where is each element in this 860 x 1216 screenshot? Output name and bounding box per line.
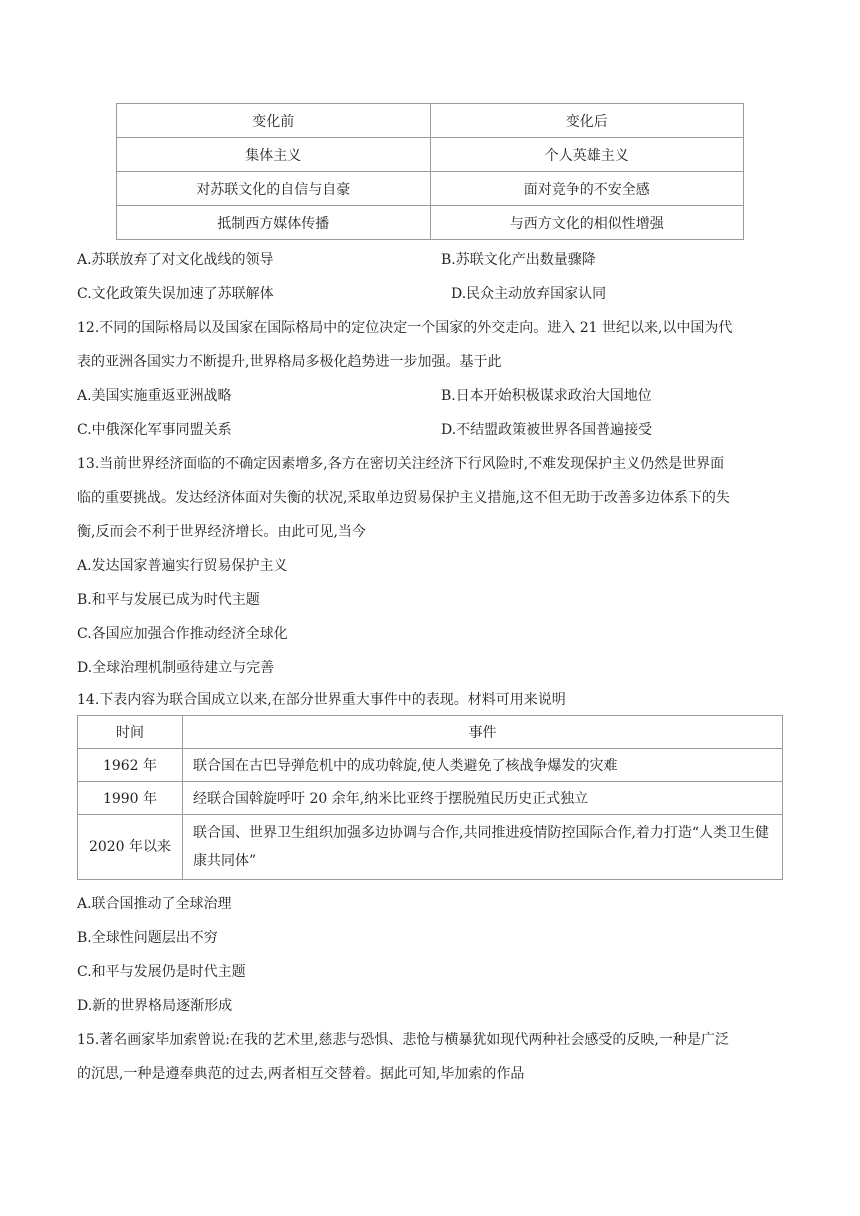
table-header-cell: 变化前 <box>117 104 431 138</box>
table-header-cell: 变化后 <box>430 104 744 138</box>
q14-stem: 14.下表内容为联合国成立以来,在部分世界重大事件中的表现。材料可用来说明 <box>77 692 566 708</box>
q12-option-d: D.不结盟政策被世界各国普遍接受 <box>441 422 653 438</box>
table-cell: 集体主义 <box>117 138 431 172</box>
q12-option-a: A.美国实施重返亚洲战略 <box>77 388 232 404</box>
q13-stem-line: 衡,反而会不利于世界经济增长。由此可见,当今 <box>77 524 366 540</box>
table-header-row <box>78 716 783 749</box>
q14-option-c: C.和平与发展仍是时代主题 <box>77 964 246 980</box>
table-row <box>78 749 783 782</box>
q14-option-a: A.联合国推动了全球治理 <box>77 896 232 912</box>
q12-option-c: C.中俄深化军事同盟关系 <box>77 422 232 438</box>
table-row <box>117 206 744 240</box>
table-header-row <box>117 104 744 138</box>
table-cell: 与西方文化的相似性增强 <box>430 206 744 240</box>
q13-option-d: D.全球治理机制亟待建立与完善 <box>77 660 275 676</box>
table-cell-time: 2020 年以来 <box>78 815 183 880</box>
table-header-cell: 时间 <box>78 716 183 749</box>
table-row <box>78 815 783 880</box>
table-row <box>78 782 783 815</box>
q14-option-d: D.新的世界格局逐渐形成 <box>77 998 233 1014</box>
q14-option-b: B.全球性问题层出不穷 <box>77 930 218 946</box>
q11-option-b: B.苏联文化产出数量骤降 <box>441 252 596 268</box>
table-header-cell: 事件 <box>183 716 783 749</box>
q11-option-d: D.民众主动放弃国家认同 <box>451 286 607 302</box>
q12-stem-line: 12.不同的国际格局以及国家在国际格局中的定位决定一个国家的外交走向。进入 21 世纪以来,以中国为代 <box>77 320 733 336</box>
table-cell: 对苏联文化的自信与自豪 <box>117 172 431 206</box>
table-row <box>117 172 744 206</box>
q13-option-a: A.发达国家普遍实行贸易保护主义 <box>77 558 288 574</box>
q11-option-a: A.苏联放弃了对文化战线的领导 <box>77 252 274 268</box>
table-cell-event: 经联合国斡旋呼吁 20 余年,纳米比亚终于摆脱殖民历史正式独立 <box>183 782 783 815</box>
q12-option-b: B.日本开始积极谋求政治大国地位 <box>441 388 652 404</box>
q13-stem-line: 13.当前世界经济面临的不确定因素增多,各方在密切关注经济下行风险时,不难发现保护主义仍然是世界面 <box>77 456 725 472</box>
table-cell-event: 联合国、世界卫生组织加强多边协调与合作,共同推进疫情防控国际合作,着力打造“人类卫生健康共同体” <box>183 815 783 880</box>
q15-stem-line: 的沉思,一种是遵奉典范的过去,两者相互交替着。据此可知,毕加索的作品 <box>77 1066 525 1082</box>
q15-stem-line: 15.著名画家毕加索曾说:在我的艺术里,慈悲与恐惧、悲怆与横暴犹如现代两种社会感受的反映,一种是广泛 <box>77 1032 729 1048</box>
table-cell-time: 1962 年 <box>78 749 183 782</box>
change-comparison-table <box>116 103 744 240</box>
table-cell-event: 联合国在古巴导弹危机中的成功斡旋,使人类避免了核战争爆发的灾难 <box>183 749 783 782</box>
table-cell: 抵制西方媒体传播 <box>117 206 431 240</box>
table-cell: 面对竞争的不安全感 <box>430 172 744 206</box>
q12-stem-line: 表的亚洲各国实力不断提升,世界格局多极化趋势进一步加强。基于此 <box>77 354 502 370</box>
table-cell: 个人英雄主义 <box>430 138 744 172</box>
q11-option-c: C.文化政策失误加速了苏联解体 <box>77 286 274 302</box>
q13-option-c: C.各国应加强合作推动经济全球化 <box>77 626 288 642</box>
table-cell-time: 1990 年 <box>78 782 183 815</box>
q13-stem-line: 临的重要挑战。发达经济体面对失衡的状况,采取单边贸易保护主义措施,这不但无助于改善多边体系下的失 <box>77 490 730 506</box>
q13-option-b: B.和平与发展已成为时代主题 <box>77 592 260 608</box>
table-row <box>117 138 744 172</box>
un-events-table <box>77 715 783 880</box>
